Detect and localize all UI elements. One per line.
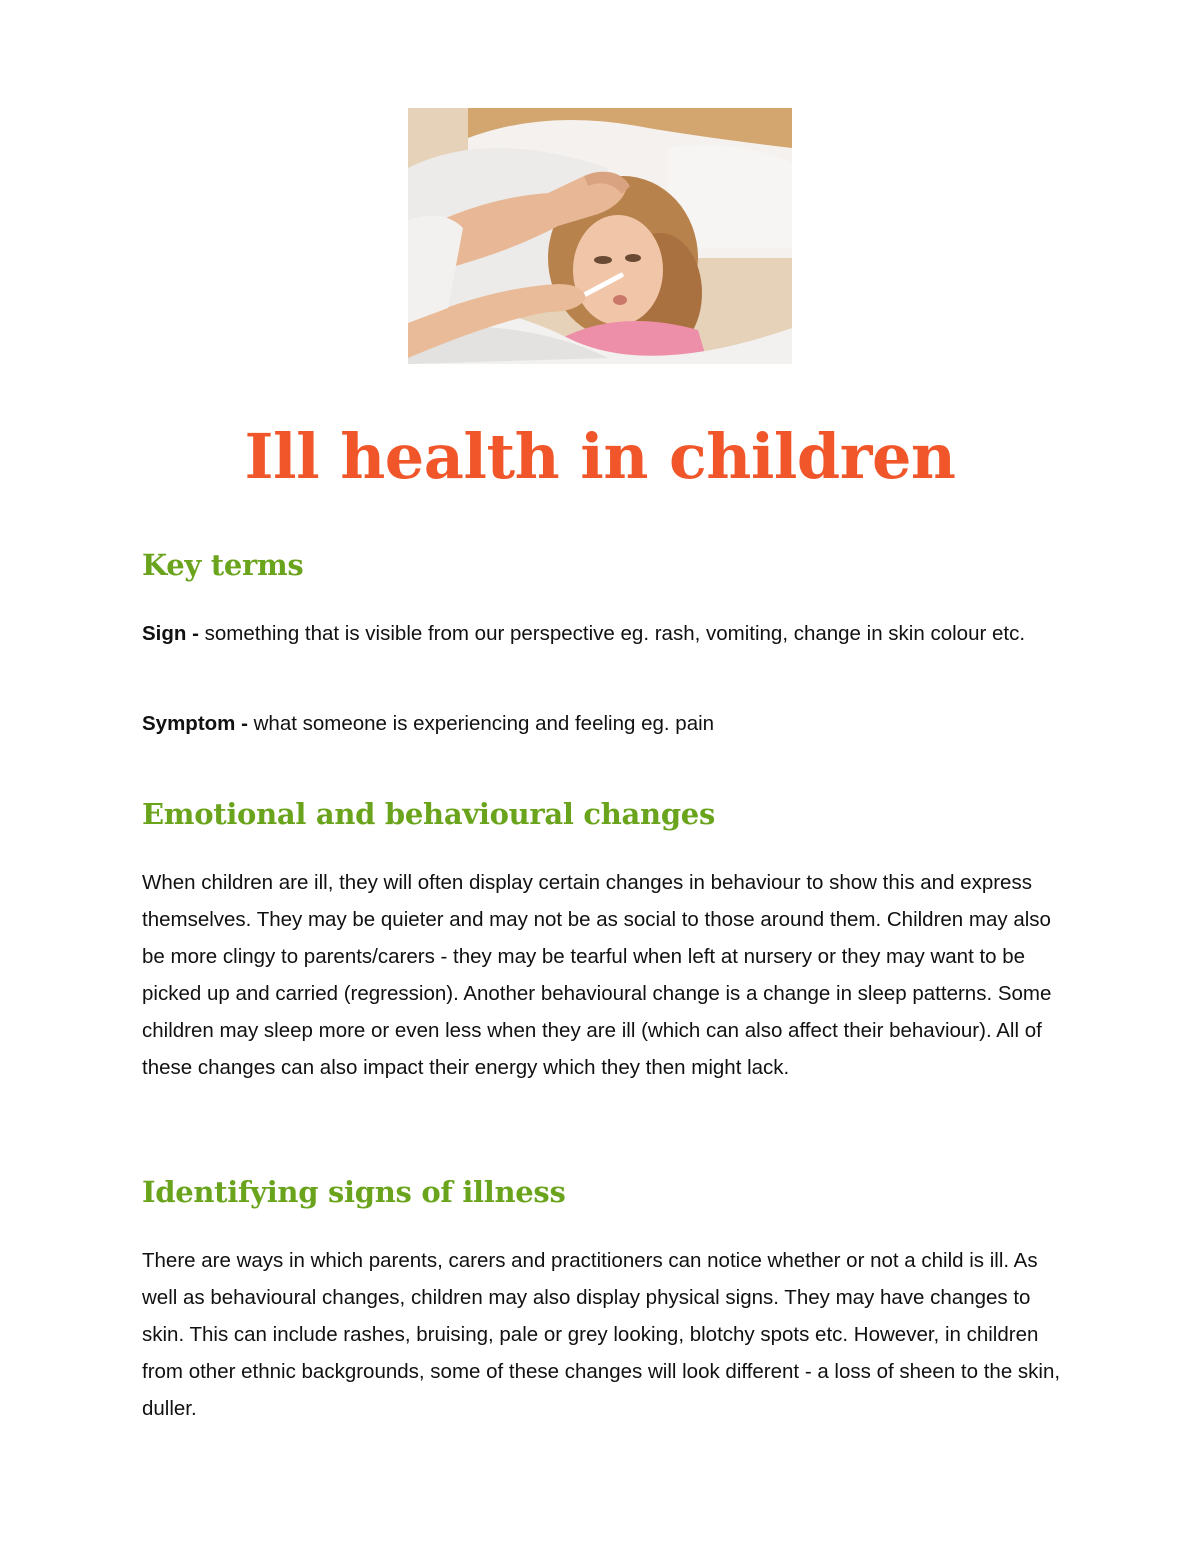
symptom-text: what someone is experiencing and feeling eg. pain <box>253 712 715 735</box>
symptom-term: Symptom - <box>142 712 254 735</box>
sick-child-photo <box>408 108 792 364</box>
sign-text: something that is visible from our perspective eg. rash, vomiting, change in skin colour etc. <box>204 622 1026 645</box>
emotional-changes-heading: Emotional and behavioural changes <box>142 797 715 831</box>
symptom-definition <box>142 705 1072 742</box>
emotional-changes-paragraph: When children are ill, they will often display certain changes in behaviour to show this and express themselves. They may be quieter and may not be as social to those around them. Children may also be more clingy to parents/carers - they may be tearful when left at nursery or they may want to be picked up and carried (regression). Another behavioural change is a change in sleep patterns. Some children may sleep more or even less when they are ill (which can also affect their behaviour). All of these changes can also impact their energy which they then might lack. <box>142 871 1052 1079</box>
identifying-signs-paragraph: There are ways in which parents, carers and practitioners can notice whether or not a child is ill. As well as behavioural changes, children may also display physical signs. They may have changes to skin. This can include rashes, bruising, pale or grey looking, blotchy spots etc. However, in children from other ethnic backgrounds, some of these changes will look different - a loss of sheen to the skin, duller. <box>142 1249 1061 1420</box>
page-title: Ill health in children <box>244 420 956 493</box>
sign-definition <box>142 615 1072 652</box>
photo-illustration <box>408 108 792 364</box>
identifying-signs-heading: Identifying signs of illness <box>142 1175 566 1209</box>
sign-term: Sign - <box>142 622 205 645</box>
key-terms-heading: Key terms <box>142 548 304 582</box>
